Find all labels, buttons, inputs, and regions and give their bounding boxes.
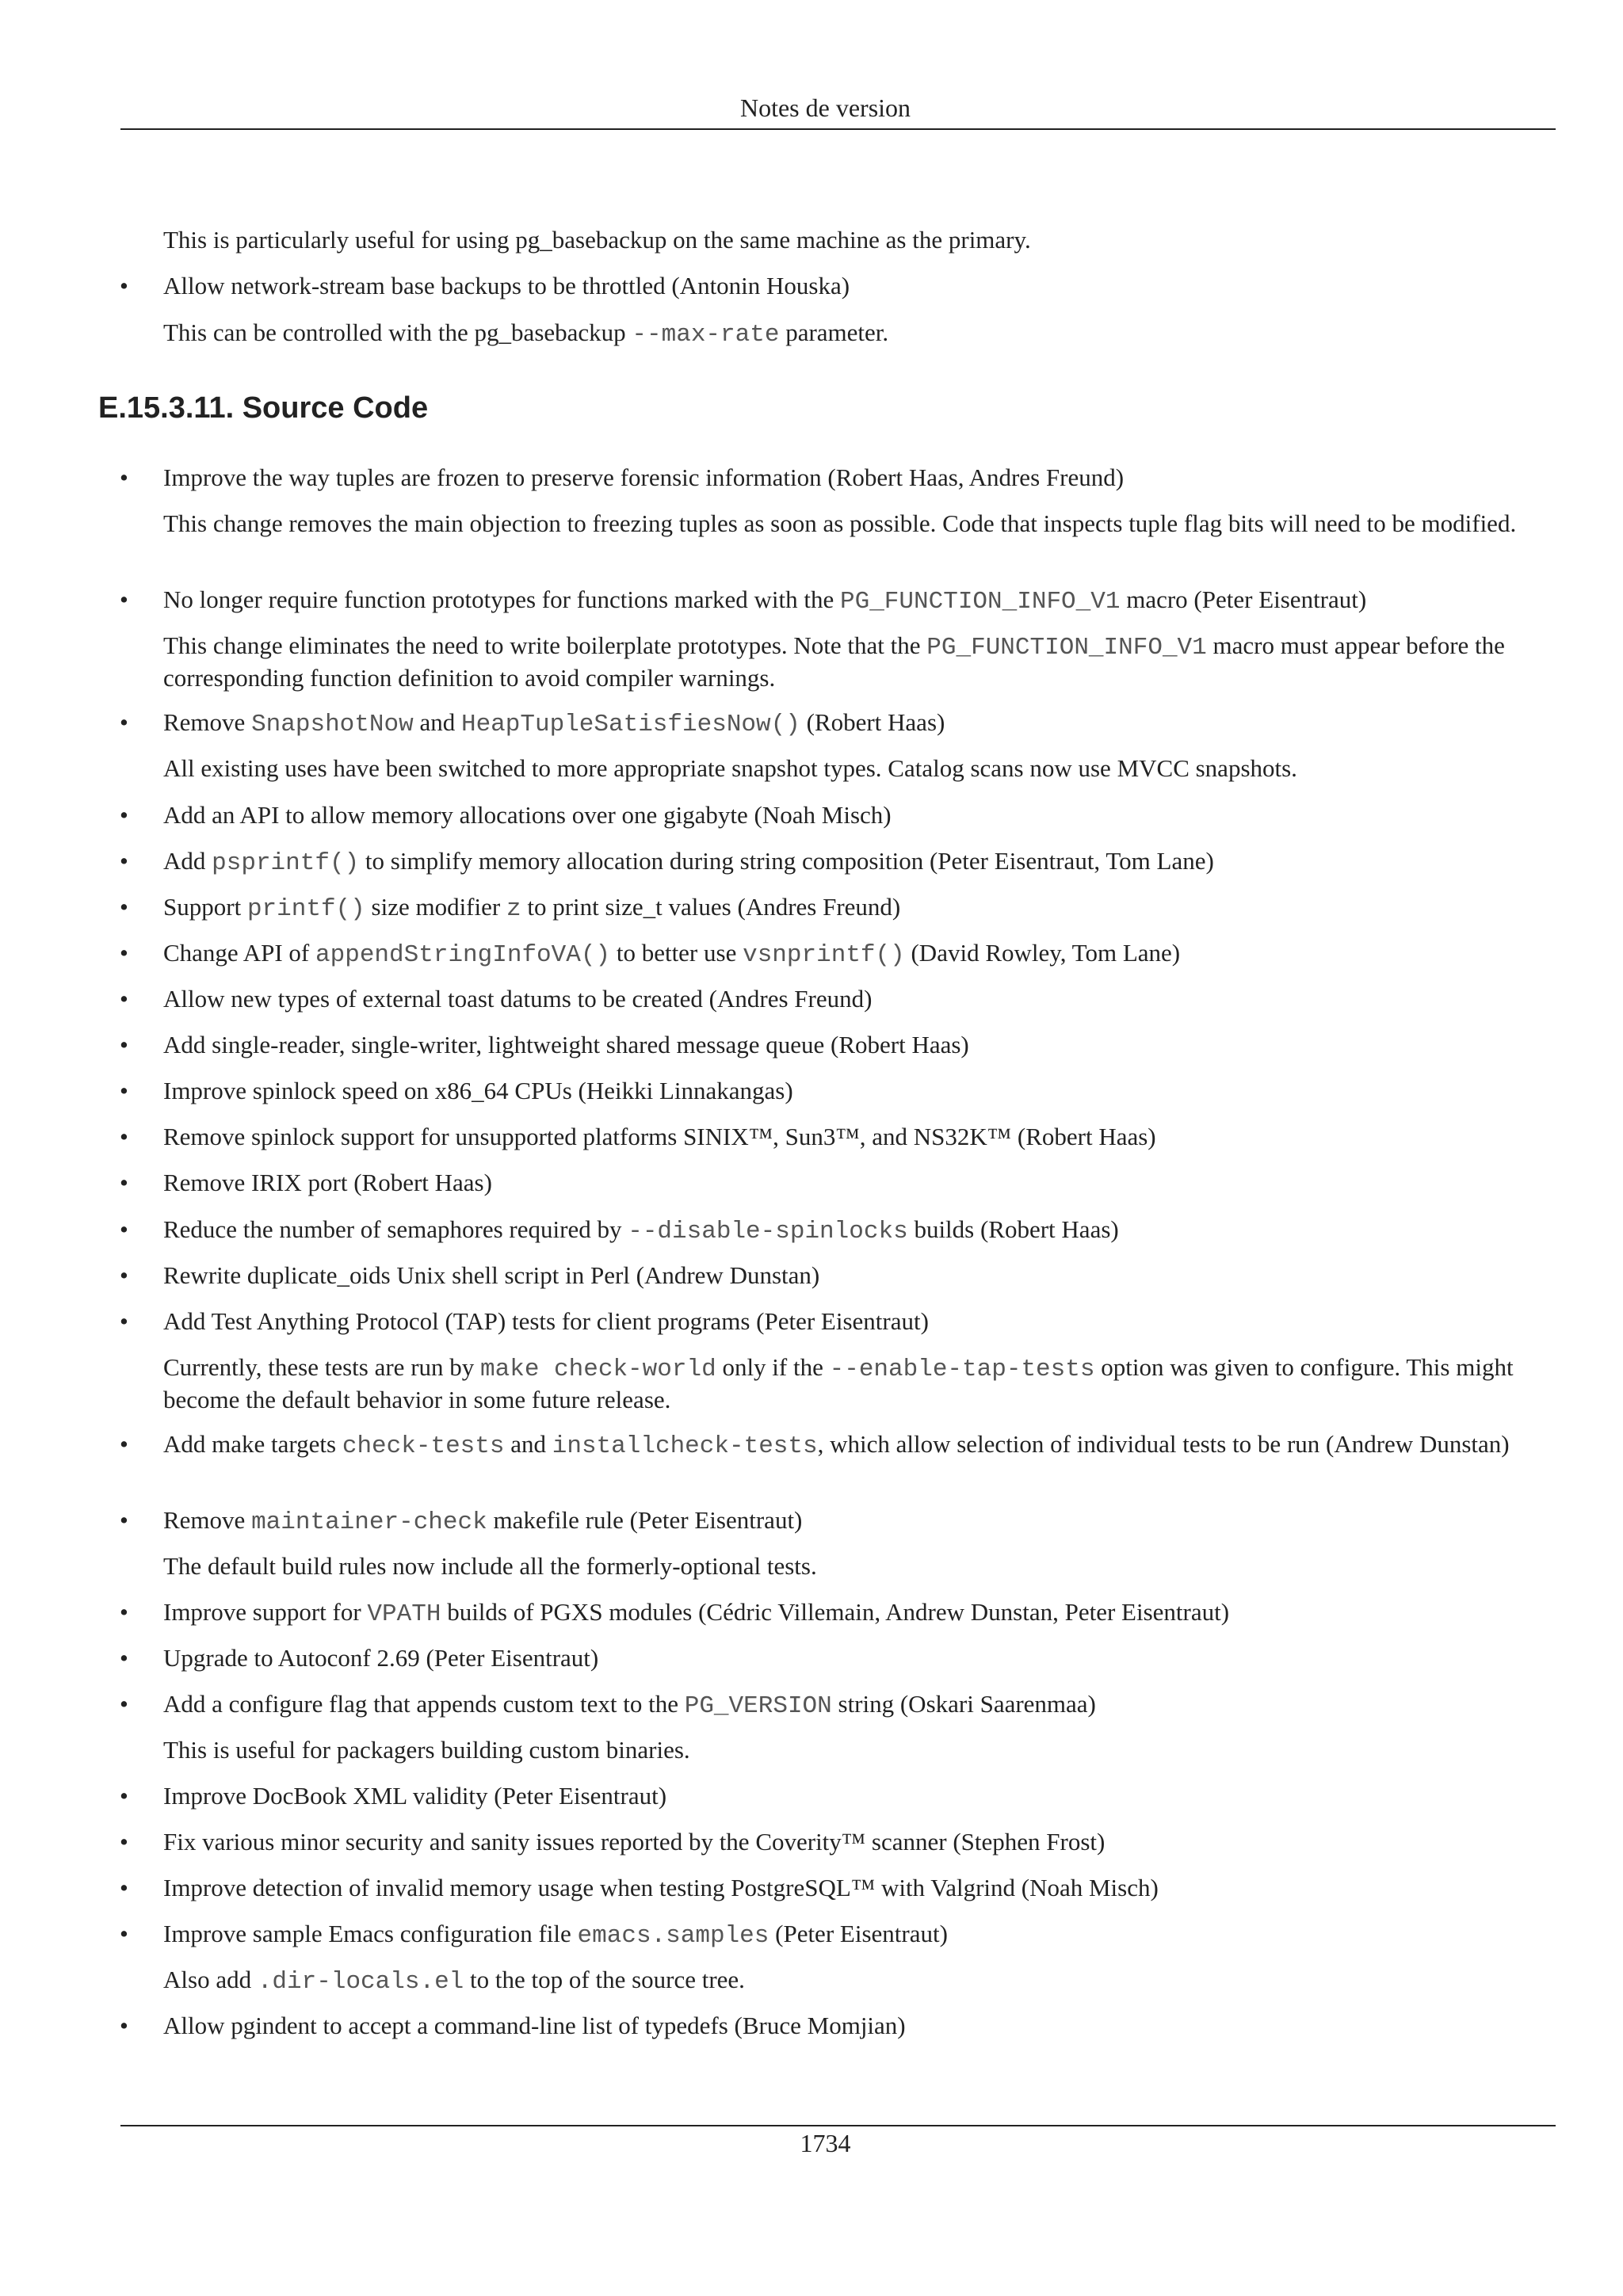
inline-code: .dir-locals.el xyxy=(257,1968,464,1996)
bullet: • xyxy=(120,1215,128,1243)
inline-code: PG_FUNCTION_INFO_V1 xyxy=(840,588,1121,616)
section-heading: E.15.3.11. Source Code xyxy=(98,391,429,425)
list-item: • Reduce the number of semaphores required by --disable-spinlocks builds (Robert Haas) xyxy=(120,1215,1119,1245)
list-item: • Add single-reader, single-writer, lightweight shared message queue (Robert Haas) xyxy=(120,1031,969,1058)
list-item: • Change API of appendStringInfoVA() to better use vsnprintf() (David Rowley, Tom Lane) xyxy=(120,939,1181,969)
inline-code: installcheck-tests xyxy=(552,1432,818,1460)
bullet: • xyxy=(120,1598,128,1626)
paragraph: Also add .dir-locals.el to the top of the source tree. xyxy=(163,1966,745,1996)
list-item: • Remove SnapshotNow and HeapTupleSatisfiesNow() (Robert Haas) xyxy=(120,708,945,738)
bullet: • xyxy=(120,1782,128,1810)
bullet: • xyxy=(120,708,128,736)
paragraph: This change eliminates the need to write boilerplate prototypes. Note that the PG_FUNCTION_INFO_V1 macro must appear before the corresponding function definition to avoid compiler warnings. xyxy=(163,631,1505,692)
list-item: • Remove spinlock support for unsupported platforms SINIX™, Sun3™, and NS32K™ (Robert Haas) xyxy=(120,1123,1156,1150)
list-item: • Add an API to allow memory allocations over one gigabyte (Noah Misch) xyxy=(120,801,892,829)
inline-code: PG_VERSION xyxy=(684,1692,832,1720)
inline-code: --disable-spinlocks xyxy=(628,1218,908,1245)
bullet: • xyxy=(120,985,128,1013)
inline-code: appendStringInfoVA() xyxy=(315,941,611,969)
list-item: • Fix various minor security and sanity issues reported by the Coverity™ scanner (Stephen Frost) xyxy=(120,1828,1106,1855)
list-item: • Improve DocBook XML validity (Peter Eisentraut) xyxy=(120,1782,667,1810)
list-item: • Improve detection of invalid memory usage when testing PostgreSQL™ with Valgrind (Noah Misch) xyxy=(120,1874,1159,1901)
bullet: • xyxy=(120,2012,128,2039)
page-number: 1734 xyxy=(800,2129,851,2157)
list-item: • Support printf() size modifier z to print size_t values (Andres Freund) xyxy=(120,893,901,923)
bullet: • xyxy=(120,1077,128,1104)
paragraph: This can be controlled with the pg_basebackup --max-rate parameter. xyxy=(163,318,889,349)
bullet: • xyxy=(120,1123,128,1150)
footer-rule xyxy=(120,2125,1556,2126)
paragraph: The default build rules now include all the formerly-optional tests. xyxy=(163,1552,817,1580)
list-item: • Add Test Anything Protocol (TAP) tests for client programs (Peter Eisentraut) xyxy=(120,1307,929,1335)
paragraph: This change removes the main objection to freezing tuples as soon as possible. Code that inspects tuple flag bits will need to be modified. xyxy=(163,509,1517,537)
bullet: • xyxy=(120,463,128,491)
list-item: • Rewrite duplicate_oids Unix shell script in Perl (Andrew Dunstan) xyxy=(120,1261,820,1289)
inline-code: emacs.samples xyxy=(577,1922,769,1950)
bullet: • xyxy=(120,1690,128,1718)
bullet: • xyxy=(120,1261,128,1289)
list-item: • Upgrade to Autoconf 2.69 (Peter Eisentraut) xyxy=(120,1644,599,1672)
bullet: • xyxy=(120,847,128,875)
bullet: • xyxy=(120,1430,128,1458)
bullet: • xyxy=(120,801,128,829)
list-item: • Add make targets check-tests and installcheck-tests, which allow selection of individual tests to be run (Andrew Dunstan) xyxy=(120,1430,1510,1460)
list-item: • Remove IRIX port (Robert Haas) xyxy=(120,1169,492,1196)
bullet: • xyxy=(120,1874,128,1901)
inline-code: check-tests xyxy=(342,1432,505,1460)
header-rule xyxy=(120,128,1556,130)
inline-code: HeapTupleSatisfiesNow() xyxy=(460,711,800,738)
bullet: • xyxy=(120,1506,128,1534)
list-item: • Improve spinlock speed on x86_64 CPUs (Heikki Linnakangas) xyxy=(120,1077,793,1104)
inline-code: psprintf() xyxy=(212,849,360,877)
bullet: • xyxy=(120,1307,128,1335)
list-item: • Improve support for VPATH builds of PGXS modules (Cédric Villemain, Andrew Dunstan, Peter Eisentraut) xyxy=(120,1598,1230,1628)
bullet: • xyxy=(120,1169,128,1196)
inline-code: --enable-tap-tests xyxy=(829,1356,1095,1383)
bullet: • xyxy=(120,1828,128,1855)
list-item: • Add a configure flag that appends custom text to the PG_VERSION string (Oskari Saarenmaa) xyxy=(120,1690,1096,1720)
bullet: • xyxy=(120,893,128,921)
inline-code: make check-world xyxy=(480,1356,716,1383)
bullet: • xyxy=(120,585,128,613)
inline-code: maintainer-check xyxy=(251,1508,487,1536)
running-header: Notes de version xyxy=(739,93,911,122)
paragraph: All existing uses have been switched to more appropriate snapshot types. Catalog scans now use MVCC snapshots. xyxy=(163,754,1297,782)
bullet: • xyxy=(120,1644,128,1672)
bullet: • xyxy=(120,1920,128,1947)
list-item: • Allow pgindent to accept a command-line list of typedefs (Bruce Momjian) xyxy=(120,2012,906,2039)
list-item: • Improve the way tuples are frozen to preserve forensic information (Robert Haas, Andres Freund) xyxy=(120,463,1125,491)
list-item: • Allow network-stream base backups to be throttled (Antonin Houska) xyxy=(120,272,850,299)
inline-code: z xyxy=(506,895,521,923)
bullet: • xyxy=(120,939,128,967)
inline-code: SnapshotNow xyxy=(251,711,414,738)
paragraph: This is useful for packagers building custom binaries. xyxy=(163,1736,690,1764)
list-item: • Remove maintainer-check makefile rule (Peter Eisentraut) xyxy=(120,1506,803,1536)
list-item: • Add psprintf() to simplify memory allocation during string composition (Peter Eisentraut, Tom Lane) xyxy=(120,847,1214,877)
paragraph: Currently, these tests are run by make check-world only if the --enable-tap-tests option was given to configure. This might become the default behavior in some future release. xyxy=(163,1353,1514,1413)
bullet: • xyxy=(120,272,128,299)
list-item: • Improve sample Emacs configuration file emacs.samples (Peter Eisentraut) xyxy=(120,1920,948,1950)
inline-code: PG_FUNCTION_INFO_V1 xyxy=(926,634,1207,662)
paragraph: This is particularly useful for using pg_basebackup on the same machine as the primary. xyxy=(163,226,1031,254)
bullet: • xyxy=(120,1031,128,1058)
inline-code: vsnprintf() xyxy=(743,941,905,969)
inline-code: printf() xyxy=(246,895,365,923)
list-item: • Allow new types of external toast datums to be created (Andres Freund) xyxy=(120,985,873,1013)
list-item: • No longer require function prototypes for functions marked with the PG_FUNCTION_INFO_V1 macro (Peter Eisentraut) xyxy=(120,585,1367,616)
inline-code: --max-rate xyxy=(632,321,780,349)
inline-code: VPATH xyxy=(367,1600,441,1628)
